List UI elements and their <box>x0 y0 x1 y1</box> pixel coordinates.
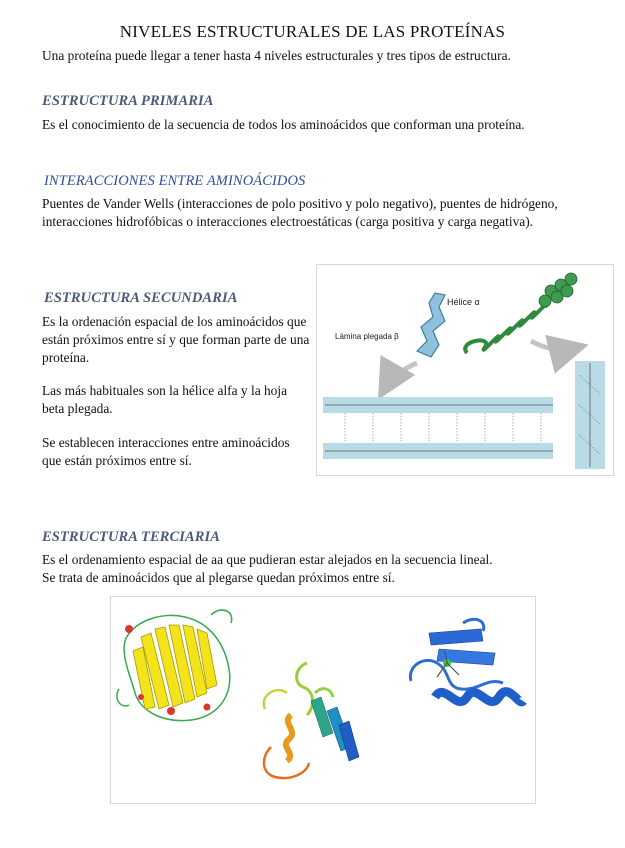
terciaria-text-2: Se trata de aminoácidos que al plegarse quedan próximos entre sí. <box>42 570 395 585</box>
helix-beads-icon <box>539 273 577 307</box>
terciaria-heading: ESTRUCTURA TERCIARIA <box>42 529 221 545</box>
beta-strand-icon <box>417 293 445 357</box>
tertiary-structure-figure <box>110 596 536 804</box>
arrow-to-sheet-icon <box>383 363 417 391</box>
interacciones-text: Puentes de Vander Wells (interacciones de polo positivo y polo negativo), puentes de hidrógeno, interacciones hidrofóbicas o interacciones electroestáticas (carga positiva y carga negativa). <box>42 196 558 229</box>
secundaria-text-2: Las más habituales son la hélice alfa y la hoja beta plegada. <box>42 383 288 416</box>
blue-protein-icon <box>410 619 523 702</box>
sheet-label: Lámina plegada β <box>335 332 399 341</box>
secundaria-heading: ESTRUCTURA SECUNDARIA <box>44 290 238 306</box>
secundaria-text-3: Se establecen interacciones entre aminoácidos que están próximos entre sí. <box>42 435 290 468</box>
beta-sheet-backbone-icon <box>323 397 553 459</box>
secundaria-text-1: Es la ordenación espacial de los aminoácidos que están próximos entre sí y que forman parte de una proteína. <box>42 314 310 365</box>
arrow-to-helix-icon <box>531 341 579 349</box>
page-title: NIVELES ESTRUCTURALES DE LAS PROTEÍNAS <box>119 22 506 41</box>
alpha-helix-icon <box>465 304 546 353</box>
intro-text: Una proteína puede llegar a tener hasta 4 niveles estructurales y tres tipos de estructura. <box>42 48 511 63</box>
rainbow-protein-icon <box>264 663 359 778</box>
helix-backbone-icon <box>575 361 605 469</box>
secondary-structure-figure <box>316 264 614 476</box>
tertiary-structure-illustration <box>111 597 535 803</box>
secondary-structure-illustration <box>317 265 613 475</box>
interacciones-heading: INTERACCIONES ENTRE AMINOÁCIDOS <box>44 173 306 189</box>
primaria-heading: ESTRUCTURA PRIMARIA <box>42 93 214 109</box>
terciaria-text-1: Es el ordenamiento espacial de aa que pudieran estar alejados en la secuencia lineal. <box>42 552 493 567</box>
beta-barrel-protein-icon <box>117 610 232 721</box>
primaria-text: Es el conocimiento de la secuencia de todos los aminoácidos que conforman una proteína. <box>42 117 525 132</box>
helix-label: Hélice α <box>447 297 480 307</box>
